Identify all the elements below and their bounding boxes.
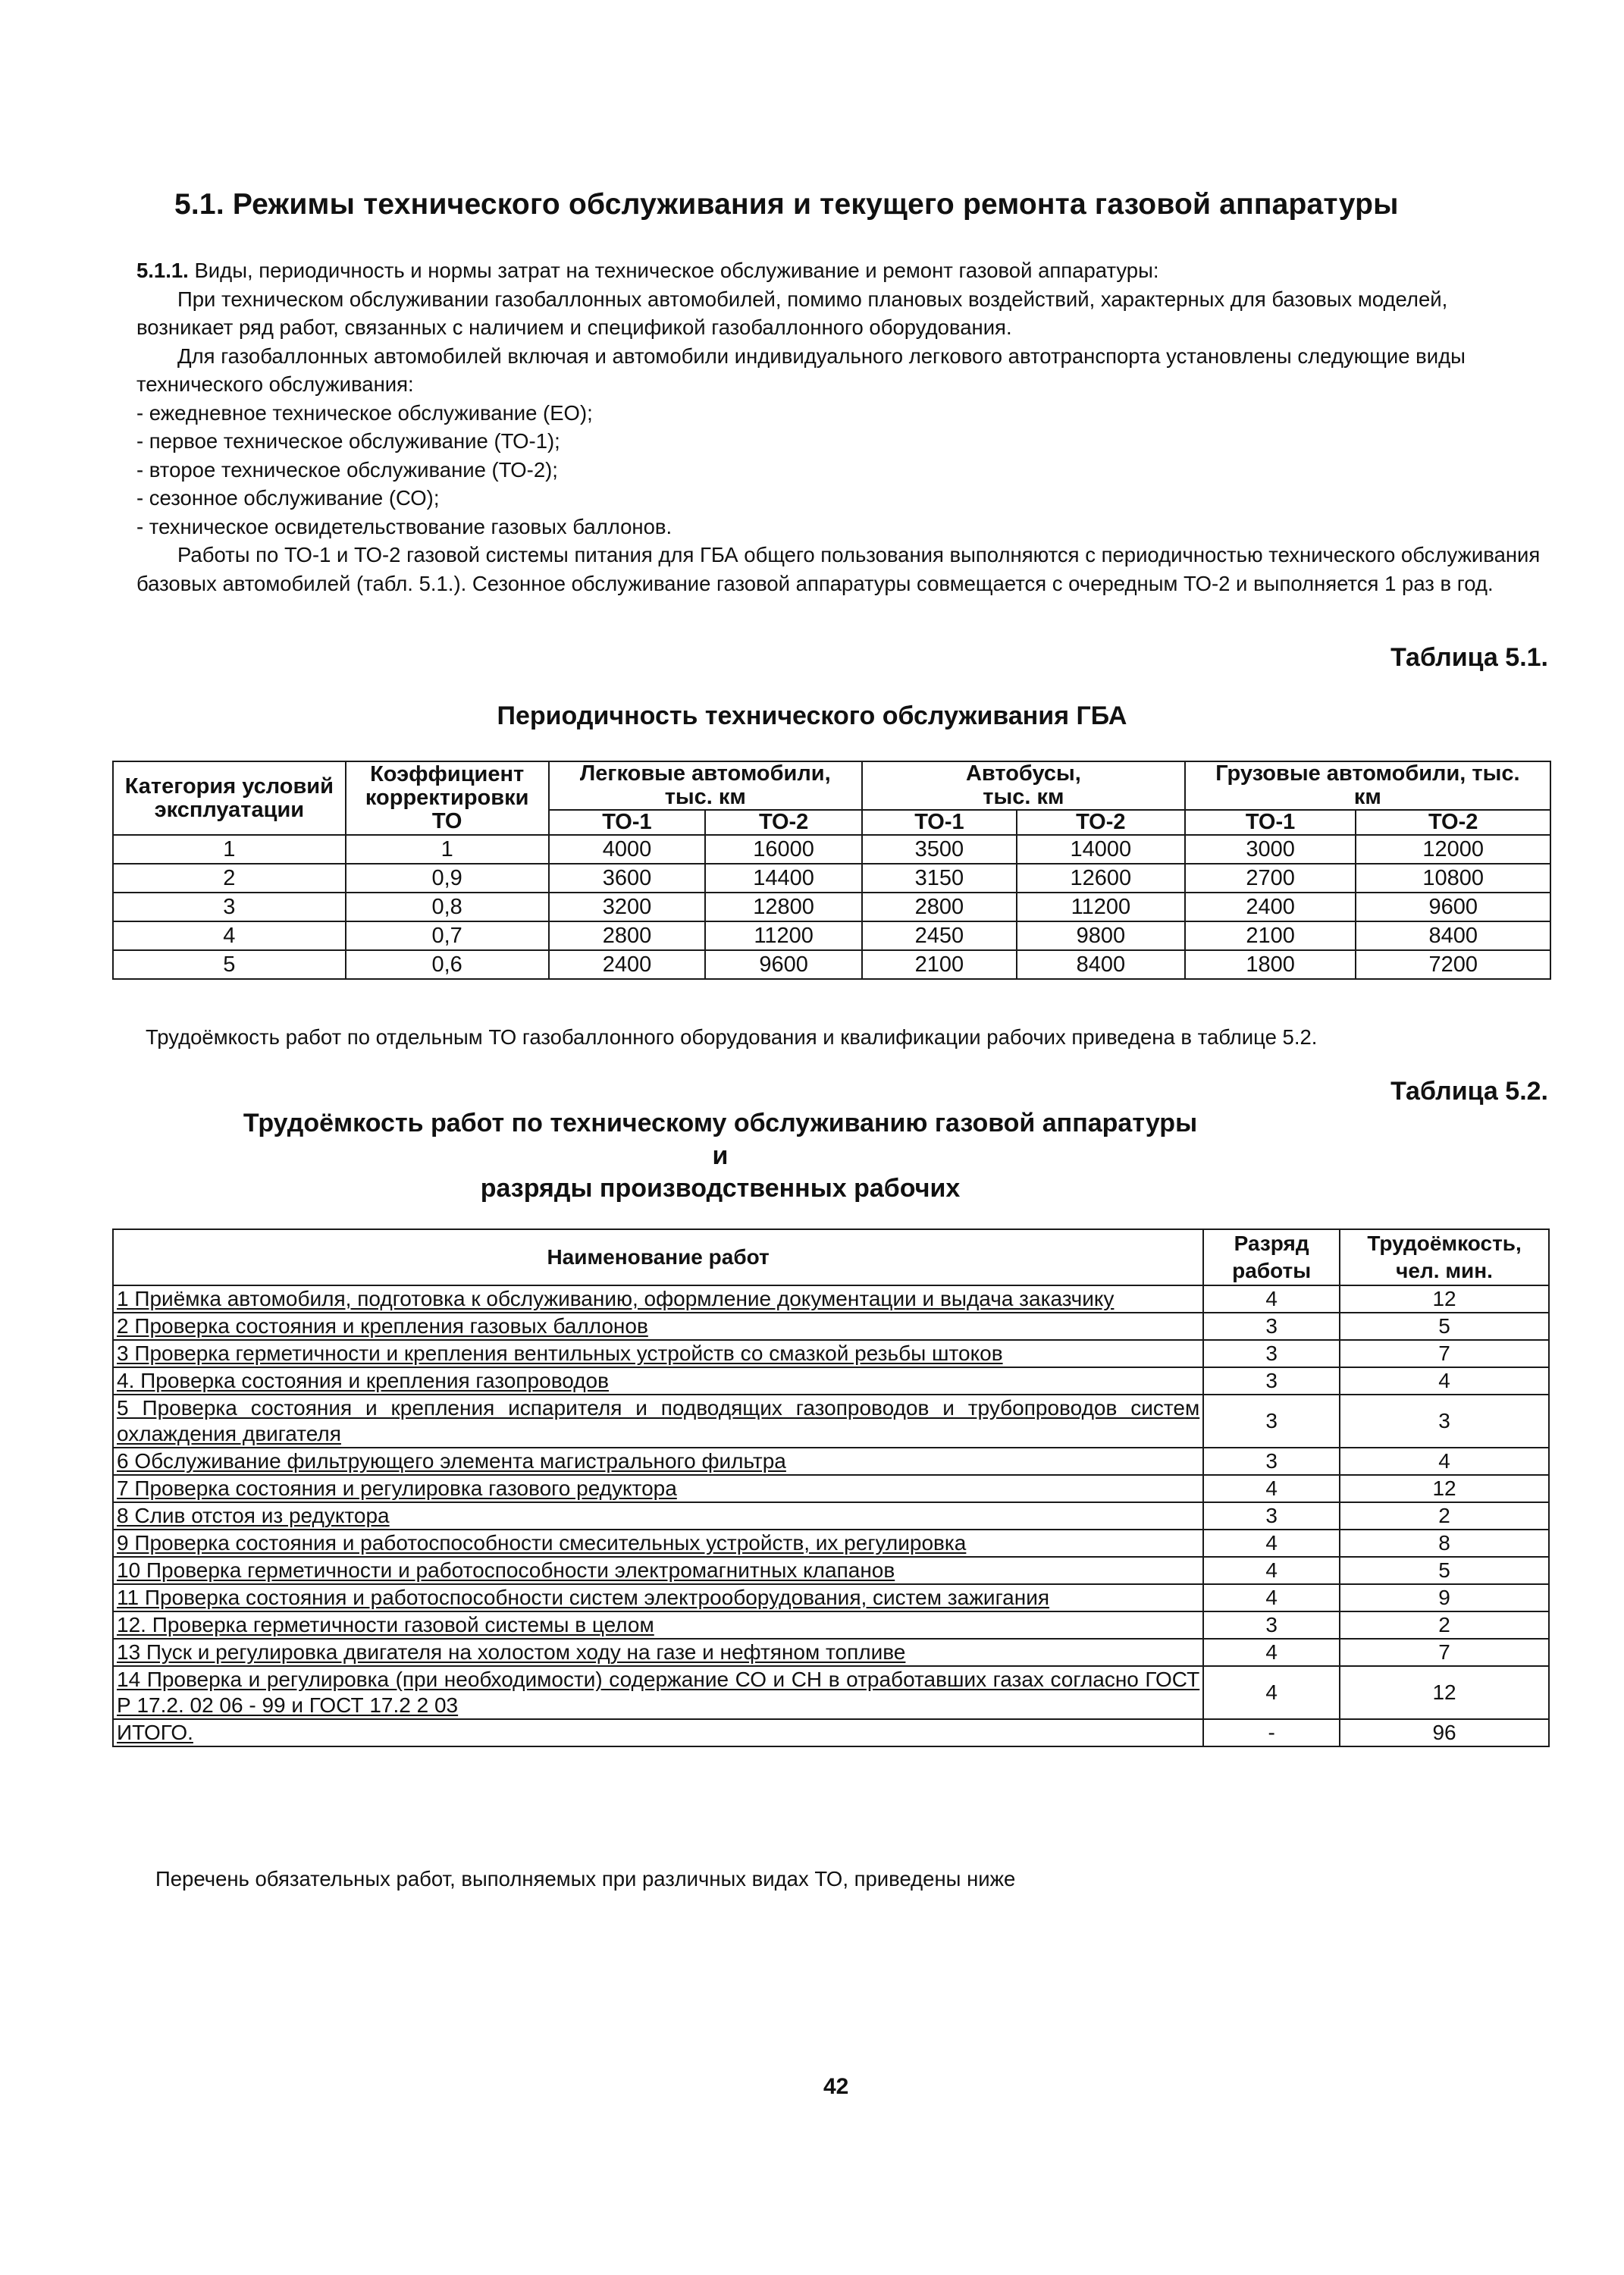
cell-grade: 4	[1203, 1666, 1340, 1719]
list-item: - ежедневное техническое обслуживание (ЕО);	[136, 400, 593, 425]
table-row	[113, 921, 1550, 950]
header-trucks: Грузовые автомобили, тыс. км	[1185, 761, 1550, 810]
table-row	[113, 1557, 1549, 1584]
cell-bus-to1: 2800	[862, 893, 1017, 921]
cell-grade: 4	[1203, 1475, 1340, 1502]
cell-bus-to1: 3500	[862, 835, 1017, 864]
cell-labor: 4	[1340, 1367, 1549, 1395]
cell-labor: 5	[1340, 1313, 1549, 1340]
cell-truck-to1: 2100	[1185, 921, 1356, 950]
cell-category: 1	[113, 835, 346, 864]
cell-work-name: 12. Проверка герметичности газовой системы в целом	[113, 1611, 1203, 1639]
table2-label: Таблица 5.2.	[1390, 1077, 1548, 1106]
cell-bus-to2: 11200	[1017, 893, 1185, 921]
cell-car-to2: 11200	[705, 921, 862, 950]
cell-car-to2: 9600	[705, 950, 862, 979]
cell-truck-to2: 9600	[1356, 893, 1550, 921]
cell-truck-to1: 2700	[1185, 864, 1356, 893]
cell-bus-to2: 14000	[1017, 835, 1185, 864]
table-row	[113, 1285, 1549, 1313]
cell-car-to2: 12800	[705, 893, 862, 921]
table-row	[113, 1367, 1549, 1395]
header-trucks-to1: ТО-1	[1185, 810, 1356, 835]
table-row	[113, 864, 1550, 893]
cell-grade: 3	[1203, 1611, 1340, 1639]
cell-truck-to2: 8400	[1356, 921, 1550, 950]
total-row	[113, 1719, 1549, 1746]
intro-text-block	[136, 256, 1547, 598]
table1-label: Таблица 5.1.	[1390, 643, 1548, 672]
cell-grade: 4	[1203, 1530, 1340, 1557]
cell-car-to1: 2800	[549, 921, 706, 950]
cell-car-to1: 4000	[549, 835, 706, 864]
cell-car-to2: 16000	[705, 835, 862, 864]
cell-coef: 1	[346, 835, 549, 864]
subsection-title: Виды, периодичность и нормы затрат на техническое обслуживание и ремонт газовой аппаратуры:	[188, 259, 1159, 282]
table-row	[113, 1395, 1549, 1448]
list-item: - сезонное обслуживание (СО);	[136, 486, 440, 510]
cell-bus-to1: 2450	[862, 921, 1017, 950]
cell-work-name: 14 Проверка и регулировка (при необходимости) содержание СО и СН в отработавших газах согласно ГОСТ Р 17.2. 02 06 - 99 и ГОСТ 17.2 2 03	[113, 1666, 1203, 1719]
cell-grade: 3	[1203, 1340, 1340, 1367]
table-row	[113, 1340, 1549, 1367]
cell-work-name: 5 Проверка состояния и крепления испарителя и подводящих газопроводов и трубопроводов систем охлаждения двигателя	[113, 1395, 1203, 1448]
cell-truck-to1: 3000	[1185, 835, 1356, 864]
cell-bus-to2: 12600	[1017, 864, 1185, 893]
table-row	[113, 1313, 1549, 1340]
cell-work-name: 6 Обслуживание фильтрующего элемента магистрального фильтра	[113, 1448, 1203, 1475]
table2-title-line3: разряды производственных рабочих	[480, 1174, 961, 1203]
cell-total-label: ИТОГО.	[113, 1719, 1203, 1746]
cell-truck-to2: 10800	[1356, 864, 1550, 893]
cell-car-to1: 2400	[549, 950, 706, 979]
header-cars: Легковые автомобили, тыс. км	[549, 761, 862, 810]
cell-labor: 12	[1340, 1285, 1549, 1313]
cell-truck-to1: 1800	[1185, 950, 1356, 979]
cell-truck-to2: 12000	[1356, 835, 1550, 864]
paragraph-2: Для газобаллонных автомобилей включая и автомобили индивидуального легкового автотранспорта установлены следующие виды технического обслуживания:	[136, 344, 1466, 396]
cell-labor: 8	[1340, 1530, 1549, 1557]
cell-category: 5	[113, 950, 346, 979]
cell-labor: 9	[1340, 1584, 1549, 1611]
cell-work-name: 1 Приёмка автомобиля, подготовка к обслуживанию, оформление документации и выдача заказчику	[113, 1285, 1203, 1313]
header-work-name: Наименование работ	[113, 1229, 1203, 1285]
cell-labor: 7	[1340, 1340, 1549, 1367]
header-buses: Автобусы, тыс. км	[862, 761, 1185, 810]
cell-car-to2: 14400	[705, 864, 862, 893]
cell-work-name: 3 Проверка герметичности и крепления вентильных устройств со смазкой резьбы штоков	[113, 1340, 1203, 1367]
list-item: - первое техническое обслуживание (ТО-1);	[136, 429, 560, 453]
cell-car-to1: 3200	[549, 893, 706, 921]
header-category: Категория условий эксплуатации	[113, 761, 346, 835]
cell-bus-to1: 2100	[862, 950, 1017, 979]
cell-bus-to1: 3150	[862, 864, 1017, 893]
periodicity-table	[112, 761, 1551, 980]
cell-work-name: 7 Проверка состояния и регулировка газового редуктора	[113, 1475, 1203, 1502]
cell-coef: 0,7	[346, 921, 549, 950]
cell-work-name: 10 Проверка герметичности и работоспособности электромагнитных клапанов	[113, 1557, 1203, 1584]
cell-category: 3	[113, 893, 346, 921]
cell-labor: 3	[1340, 1395, 1549, 1448]
header-cars-to1: ТО-1	[549, 810, 706, 835]
header-trucks-to2: ТО-2	[1356, 810, 1550, 835]
cell-coef: 0,8	[346, 893, 549, 921]
table-row	[113, 1448, 1549, 1475]
header-grade: Разряд работы	[1203, 1229, 1340, 1285]
table2-title-line2: и	[712, 1141, 729, 1170]
cell-grade: 4	[1203, 1639, 1340, 1666]
header-buses-to1: ТО-1	[862, 810, 1017, 835]
table-row	[113, 1530, 1549, 1557]
page-number: 42	[823, 2074, 849, 2099]
cell-grade: 3	[1203, 1395, 1340, 1448]
list-item: - второе техническое обслуживание (ТО-2);	[136, 457, 558, 482]
table2-reference-text: Трудоёмкость работ по отдельным ТО газобаллонного оборудования и квалификации рабочих приведена в таблице 5.2.	[146, 1025, 1318, 1049]
cell-work-name: 9 Проверка состояния и работоспособности смесительных устройств, их регулировка	[113, 1530, 1203, 1557]
cell-grade: 3	[1203, 1448, 1340, 1475]
cell-labor: 5	[1340, 1557, 1549, 1584]
cell-bus-to2: 8400	[1017, 950, 1185, 979]
cell-truck-to2: 7200	[1356, 950, 1550, 979]
cell-work-name: 4. Проверка состояния и крепления газопроводов	[113, 1367, 1203, 1395]
paragraph-1: При техническом обслуживании газобаллонных автомобилей, помимо плановых воздействий, характерных для базовых моделей, возникает ряд работ, связанных с наличием и спецификой газобаллонного оборудования.	[136, 287, 1448, 339]
table2-title	[0, 1107, 1441, 1205]
cell-labor: 7	[1340, 1639, 1549, 1666]
table-row	[113, 950, 1550, 979]
table-row	[113, 1666, 1549, 1719]
cell-grade: 3	[1203, 1502, 1340, 1530]
list-item: - техническое освидетельствование газовых баллонов.	[136, 514, 672, 538]
subsection-line	[136, 256, 1547, 285]
cell-total-labor: 96	[1340, 1719, 1549, 1746]
header-labor: Трудоёмкость, чел. мин.	[1340, 1229, 1549, 1285]
table-row	[113, 1584, 1549, 1611]
labor-table	[112, 1228, 1550, 1747]
header-coefficient: Коэффициент корректировки ТО	[346, 761, 549, 835]
cell-grade: 4	[1203, 1285, 1340, 1313]
cell-labor: 2	[1340, 1502, 1549, 1530]
table-row	[113, 893, 1550, 921]
cell-labor: 12	[1340, 1475, 1549, 1502]
table2-title-line1: Трудоёмкость работ по техническому обслуживанию газовой аппаратуры	[243, 1109, 1198, 1138]
table-row	[113, 1639, 1549, 1666]
cell-work-name: 11 Проверка состояния и работоспособности систем электрооборудования, систем зажигания	[113, 1584, 1203, 1611]
paragraph-3: Работы по ТО-1 и ТО-2 газовой системы питания для ГБА общего пользования выполняются с периодичностью технического обслуживания базовых автомобилей (табл. 5.1.). Сезонное обслуживание газовой аппаратуры совмещается с очередным ТО-2 и выполняется 1 раз в год.	[136, 543, 1541, 595]
table1-title: Периодичность технического обслуживания ГБА	[497, 701, 1127, 730]
cell-labor: 2	[1340, 1611, 1549, 1639]
section-heading: 5.1. Режимы технического обслуживания и текущего ремонта газовой аппаратуры	[174, 188, 1399, 221]
cell-grade: 4	[1203, 1557, 1340, 1584]
cell-grade: 3	[1203, 1367, 1340, 1395]
header-buses-to2: ТО-2	[1017, 810, 1185, 835]
cell-work-name: 13 Пуск и регулировка двигателя на холостом ходу на газе и нефтяном топливе	[113, 1639, 1203, 1666]
table-row	[113, 1475, 1549, 1502]
closing-text: Перечень обязательных работ, выполняемых при различных видах ТО, приведены ниже	[155, 1867, 1016, 1891]
cell-coef: 0,9	[346, 864, 549, 893]
cell-work-name: 8 Слив отстоя из редуктора	[113, 1502, 1203, 1530]
cell-work-name: 2 Проверка состояния и крепления газовых баллонов	[113, 1313, 1203, 1340]
cell-total-grade: -	[1203, 1719, 1340, 1746]
table-row	[113, 835, 1550, 864]
cell-grade: 3	[1203, 1313, 1340, 1340]
cell-labor: 12	[1340, 1666, 1549, 1719]
cell-coef: 0,6	[346, 950, 549, 979]
cell-car-to1: 3600	[549, 864, 706, 893]
header-cars-to2: ТО-2	[705, 810, 862, 835]
cell-category: 4	[113, 921, 346, 950]
cell-truck-to1: 2400	[1185, 893, 1356, 921]
cell-labor: 4	[1340, 1448, 1549, 1475]
cell-category: 2	[113, 864, 346, 893]
cell-bus-to2: 9800	[1017, 921, 1185, 950]
table-row	[113, 1502, 1549, 1530]
table-row	[113, 1611, 1549, 1639]
subsection-number: 5.1.1.	[136, 259, 189, 282]
cell-grade: 4	[1203, 1584, 1340, 1611]
